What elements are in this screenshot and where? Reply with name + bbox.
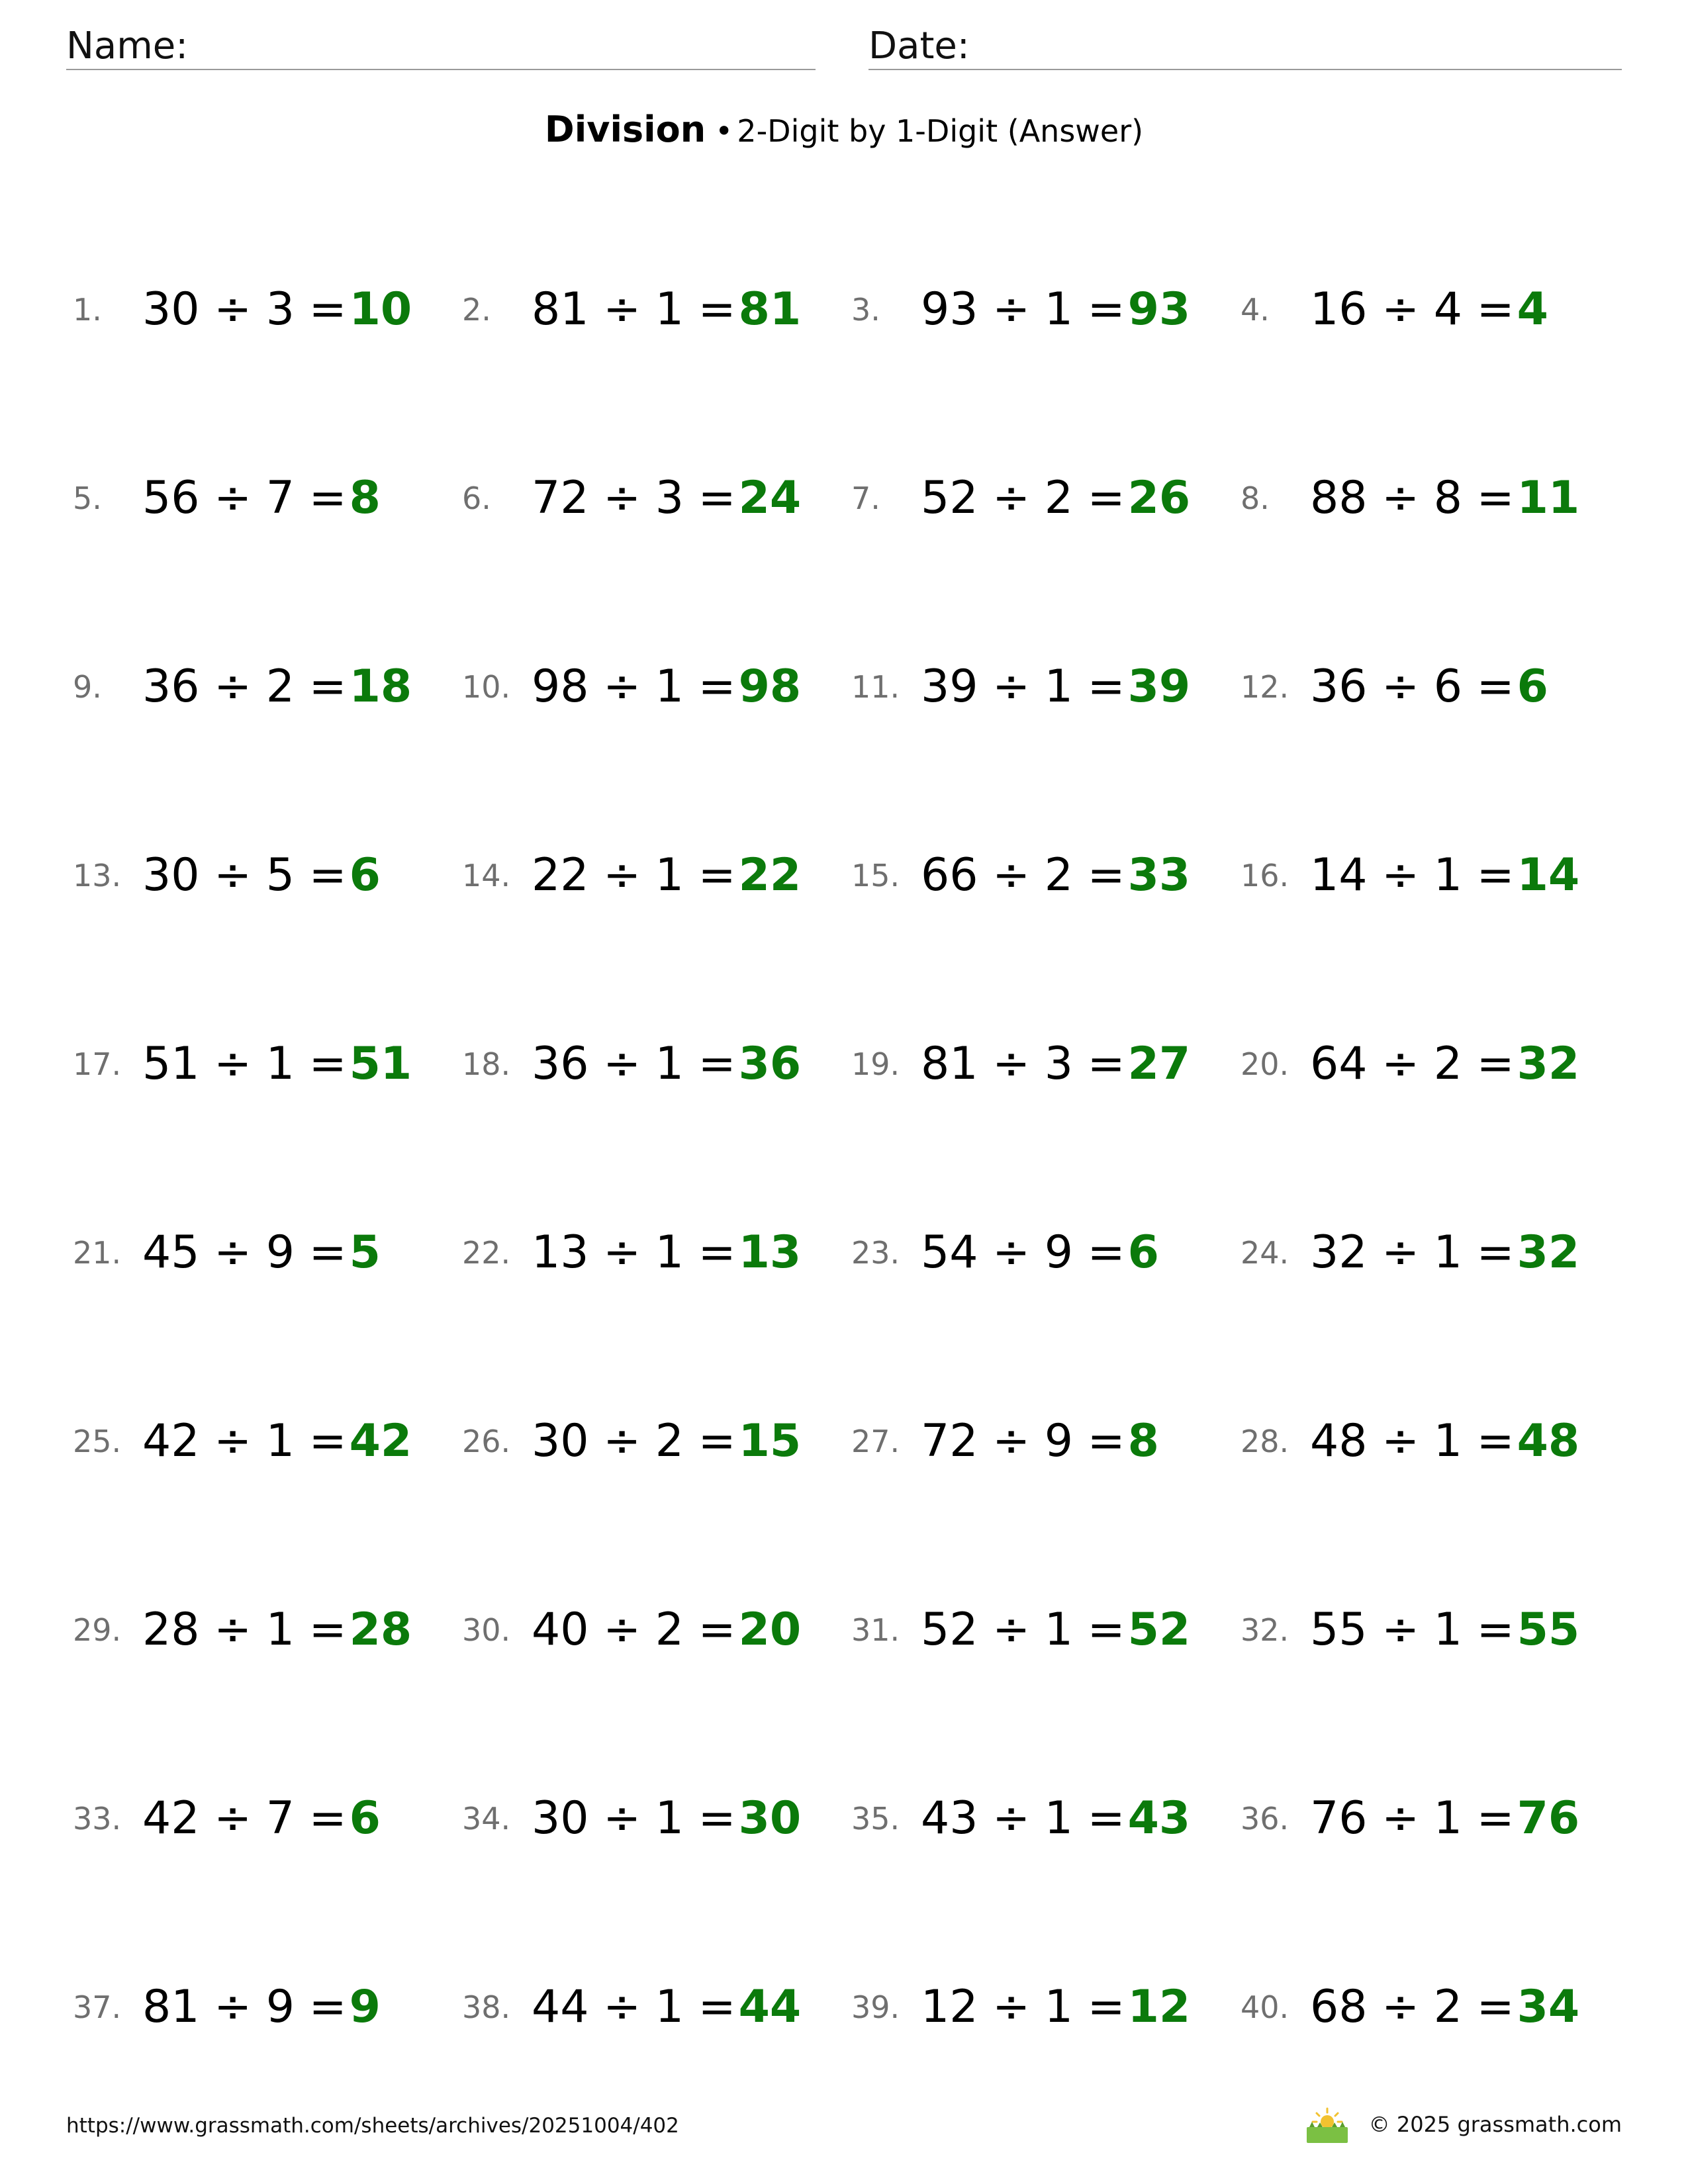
problem-item (462, 215, 851, 404)
problem-expression: 32 ÷ 1 = (1310, 1226, 1515, 1279)
problem-number: 32. (1241, 1612, 1289, 1648)
problem-number: 2. (462, 291, 491, 328)
problem-grid (73, 215, 1622, 2101)
problem-number: 13. (73, 857, 122, 893)
problem-answer: 22 (738, 849, 802, 901)
problem-answer: 36 (738, 1038, 802, 1090)
problem-expression: 52 ÷ 2 = (921, 472, 1125, 524)
name-label: Name: (66, 24, 189, 68)
problem-expression: 81 ÷ 1 = (532, 283, 736, 336)
problem-item (462, 1158, 851, 1347)
problem-number: 31. (851, 1612, 900, 1648)
problem-item (73, 781, 462, 970)
name-field (66, 24, 816, 70)
problem-answer: 9 (349, 1981, 381, 2033)
problem-answer: 6 (1517, 660, 1548, 713)
problem-expression: 48 ÷ 1 = (1310, 1415, 1515, 1467)
problem-number: 10. (462, 668, 511, 705)
problem-item (73, 592, 462, 781)
problem-number: 40. (1241, 1989, 1289, 2025)
problem-answer: 5 (349, 1226, 381, 1279)
problem-expression: 55 ÷ 1 = (1310, 1604, 1515, 1656)
problem-number: 34. (462, 1800, 511, 1837)
problem-item (1241, 592, 1622, 781)
problem-answer: 6 (349, 849, 381, 901)
worksheet-title (0, 106, 1688, 162)
problem-answer: 48 (1517, 1415, 1580, 1467)
problem-answer: 33 (1127, 849, 1191, 901)
problem-expression: 44 ÷ 1 = (532, 1981, 736, 2033)
problem-item (1241, 1535, 1622, 1724)
problem-answer: 6 (349, 1792, 381, 1844)
problem-expression: 93 ÷ 1 = (921, 283, 1125, 336)
problem-expression: 42 ÷ 1 = (142, 1415, 347, 1467)
problem-answer: 81 (738, 283, 802, 336)
problem-expression: 30 ÷ 1 = (532, 1792, 736, 1844)
problem-item (851, 1535, 1241, 1724)
footer-url: https://www.grassmath.com/sheets/archives/20251004/402 (66, 2114, 679, 2138)
problem-number: 30. (462, 1612, 511, 1648)
problem-answer: 8 (349, 472, 381, 524)
problem-expression: 12 ÷ 1 = (921, 1981, 1125, 2033)
problem-answer: 11 (1517, 472, 1580, 524)
problem-answer: 42 (349, 1415, 412, 1467)
problem-number: 14. (462, 857, 511, 893)
problem-item (1241, 781, 1622, 970)
problem-expression: 68 ÷ 2 = (1310, 1981, 1515, 2033)
problem-item (462, 781, 851, 970)
problem-number: 12. (1241, 668, 1289, 705)
problem-expression: 39 ÷ 1 = (921, 660, 1125, 713)
problem-expression: 30 ÷ 2 = (532, 1415, 736, 1467)
problem-number: 23. (851, 1234, 900, 1271)
problem-item (73, 1158, 462, 1347)
problem-answer: 4 (1517, 283, 1548, 336)
problem-number: 9. (73, 668, 102, 705)
sun-over-grass-icon (1304, 2105, 1350, 2144)
problem-item (73, 404, 462, 592)
problem-expression: 81 ÷ 3 = (921, 1038, 1125, 1090)
problem-item (462, 592, 851, 781)
problem-number: 18. (462, 1046, 511, 1082)
problem-expression: 36 ÷ 6 = (1310, 660, 1515, 713)
problem-item (1241, 1347, 1622, 1535)
problem-answer: 51 (349, 1038, 412, 1090)
problem-answer: 15 (738, 1415, 802, 1467)
problem-number: 7. (851, 480, 880, 516)
problem-answer: 76 (1517, 1792, 1580, 1844)
problem-item (851, 781, 1241, 970)
problem-answer: 18 (349, 660, 412, 713)
problem-number: 29. (73, 1612, 122, 1648)
problem-item (851, 592, 1241, 781)
problem-expression: 16 ÷ 4 = (1310, 283, 1515, 336)
problem-answer: 27 (1127, 1038, 1191, 1090)
problem-number: 25. (73, 1423, 122, 1459)
problem-answer: 39 (1127, 660, 1191, 713)
problem-answer: 28 (349, 1604, 412, 1656)
problem-number: 33. (73, 1800, 122, 1837)
problem-expression: 76 ÷ 1 = (1310, 1792, 1515, 1844)
problem-answer: 55 (1517, 1604, 1580, 1656)
problem-answer: 12 (1127, 1981, 1191, 2033)
problem-item (462, 404, 851, 592)
problem-item (73, 1347, 462, 1535)
problem-item (462, 1913, 851, 2101)
problem-item (462, 1724, 851, 1913)
problem-item (73, 1724, 462, 1913)
problem-number: 36. (1241, 1800, 1289, 1837)
problem-expression: 43 ÷ 1 = (921, 1792, 1125, 1844)
problem-expression: 13 ÷ 1 = (532, 1226, 736, 1279)
problem-item (851, 1724, 1241, 1913)
problem-answer: 34 (1517, 1981, 1580, 2033)
title-separator: • (715, 113, 733, 149)
problem-number: 21. (73, 1234, 122, 1271)
problem-number: 11. (851, 668, 900, 705)
problem-number: 37. (73, 1989, 122, 2025)
problem-item (1241, 1158, 1622, 1347)
problem-number: 6. (462, 480, 491, 516)
problem-number: 4. (1241, 291, 1270, 328)
problem-item (1241, 1724, 1622, 1913)
problem-number: 5. (73, 480, 102, 516)
problem-item (851, 404, 1241, 592)
problem-number: 22. (462, 1234, 511, 1271)
problem-item (1241, 1913, 1622, 2101)
copyright-text: © 2025 grassmath.com (1368, 2112, 1622, 2137)
problem-item (462, 1347, 851, 1535)
problem-expression: 88 ÷ 8 = (1310, 472, 1515, 524)
problem-expression: 72 ÷ 3 = (532, 472, 736, 524)
problem-number: 16. (1241, 857, 1289, 893)
problem-number: 15. (851, 857, 900, 893)
problem-item (73, 1913, 462, 2101)
problem-answer: 32 (1517, 1038, 1580, 1090)
problem-expression: 98 ÷ 1 = (532, 660, 736, 713)
problem-item (462, 970, 851, 1158)
problem-answer: 20 (738, 1604, 802, 1656)
problem-number: 8. (1241, 480, 1270, 516)
problem-expression: 51 ÷ 1 = (142, 1038, 347, 1090)
problem-answer: 14 (1517, 849, 1580, 901)
problem-expression: 45 ÷ 9 = (142, 1226, 347, 1279)
problem-number: 20. (1241, 1046, 1289, 1082)
problem-answer: 93 (1127, 283, 1191, 336)
problem-item (1241, 215, 1622, 404)
problem-expression: 30 ÷ 5 = (142, 849, 347, 901)
problem-number: 1. (73, 291, 102, 328)
problem-item (73, 215, 462, 404)
problem-item (851, 1913, 1241, 2101)
problem-item (851, 1158, 1241, 1347)
problem-answer: 10 (349, 283, 412, 336)
problem-number: 19. (851, 1046, 900, 1082)
problem-number: 26. (462, 1423, 511, 1459)
problem-number: 39. (851, 1989, 900, 2025)
problem-expression: 56 ÷ 7 = (142, 472, 347, 524)
problem-expression: 54 ÷ 9 = (921, 1226, 1125, 1279)
problem-expression: 36 ÷ 1 = (532, 1038, 736, 1090)
problem-number: 3. (851, 291, 880, 328)
problem-answer: 30 (738, 1792, 802, 1844)
problem-item (73, 970, 462, 1158)
footer-brand (1304, 2105, 1622, 2144)
date-field (868, 24, 1622, 70)
problem-number: 38. (462, 1989, 511, 2025)
problem-expression: 40 ÷ 2 = (532, 1604, 736, 1656)
problem-answer: 44 (738, 1981, 802, 2033)
problem-expression: 14 ÷ 1 = (1310, 849, 1515, 901)
problem-item (1241, 404, 1622, 592)
problem-item (851, 970, 1241, 1158)
problem-expression: 52 ÷ 1 = (921, 1604, 1125, 1656)
problem-answer: 32 (1517, 1226, 1580, 1279)
problem-answer: 24 (738, 472, 802, 524)
problem-expression: 36 ÷ 2 = (142, 660, 347, 713)
problem-answer: 98 (738, 660, 802, 713)
problem-item (851, 215, 1241, 404)
problem-answer: 6 (1127, 1226, 1159, 1279)
title-subtitle: 2-Digit by 1-Digit (Answer) (737, 113, 1144, 149)
problem-expression: 64 ÷ 2 = (1310, 1038, 1515, 1090)
problem-answer: 8 (1127, 1415, 1159, 1467)
title-main: Division (544, 109, 706, 150)
problem-answer: 13 (738, 1226, 802, 1279)
problem-expression: 72 ÷ 9 = (921, 1415, 1125, 1467)
problem-item (73, 1535, 462, 1724)
problem-number: 35. (851, 1800, 900, 1837)
problem-item (462, 1535, 851, 1724)
problem-expression: 28 ÷ 1 = (142, 1604, 347, 1656)
problem-expression: 42 ÷ 7 = (142, 1792, 347, 1844)
problem-number: 17. (73, 1046, 122, 1082)
problem-expression: 22 ÷ 1 = (532, 849, 736, 901)
problem-expression: 30 ÷ 3 = (142, 283, 347, 336)
problem-number: 24. (1241, 1234, 1289, 1271)
problem-expression: 81 ÷ 9 = (142, 1981, 347, 2033)
problem-expression: 66 ÷ 2 = (921, 849, 1125, 901)
problem-answer: 43 (1127, 1792, 1191, 1844)
date-label: Date: (868, 24, 970, 68)
problem-answer: 52 (1127, 1604, 1191, 1656)
problem-item (1241, 970, 1622, 1158)
problem-number: 27. (851, 1423, 900, 1459)
problem-answer: 26 (1127, 472, 1191, 524)
problem-number: 28. (1241, 1423, 1289, 1459)
problem-item (851, 1347, 1241, 1535)
